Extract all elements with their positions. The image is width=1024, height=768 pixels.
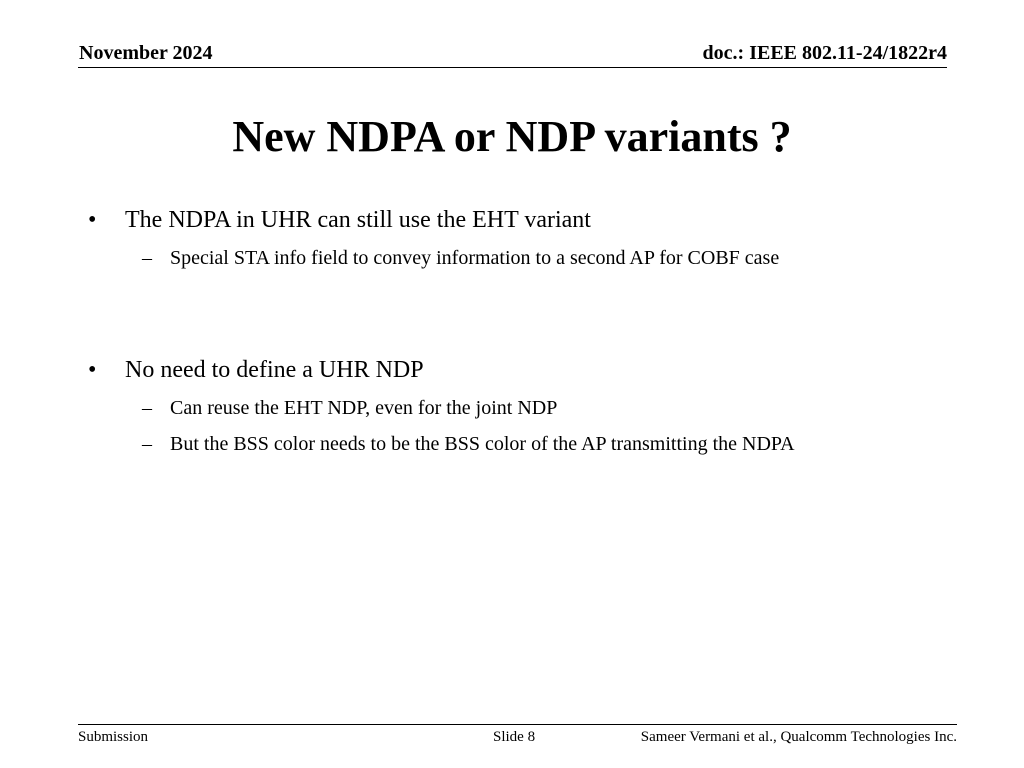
footer-slide-number: Slide 8 (493, 729, 536, 745)
header-doc-id: doc.: IEEE 802.11-24/1822r4 (702, 42, 947, 64)
bullet-item (88, 355, 925, 385)
sub-bullet-mark: – (142, 433, 152, 455)
bullet-text: No need to define a UHR NDP (125, 357, 424, 383)
footer-submission: Submission (78, 729, 149, 745)
header-date: November 2024 (79, 42, 213, 64)
footer-author: Sameer Vermani et al., Qualcomm Technologies Inc. (640, 729, 957, 745)
sub-bullet-mark: – (142, 397, 152, 419)
bullet-item (88, 205, 925, 235)
sub-bullet-item (142, 393, 930, 424)
sub-bullet-text: But the BSS color needs to be the BSS color of the AP transmitting the NDPA (170, 433, 795, 455)
sub-bullet-item (142, 243, 930, 274)
slide-title: New NDPA or NDP variants ? (232, 112, 792, 161)
sub-bullet-text: Can reuse the EHT NDP, even for the joint NDP (170, 397, 558, 419)
sub-bullet-mark: – (142, 247, 152, 269)
bullet-mark: • (88, 357, 97, 383)
bullet-text: The NDPA in UHR can still use the EHT variant (125, 207, 591, 233)
footer-divider (78, 724, 957, 725)
bullet-mark: • (88, 207, 97, 233)
sub-bullet-text: Special STA info field to convey information to a second AP for COBF case (170, 247, 780, 269)
sub-bullet-item (142, 429, 930, 460)
header-divider (78, 67, 947, 68)
